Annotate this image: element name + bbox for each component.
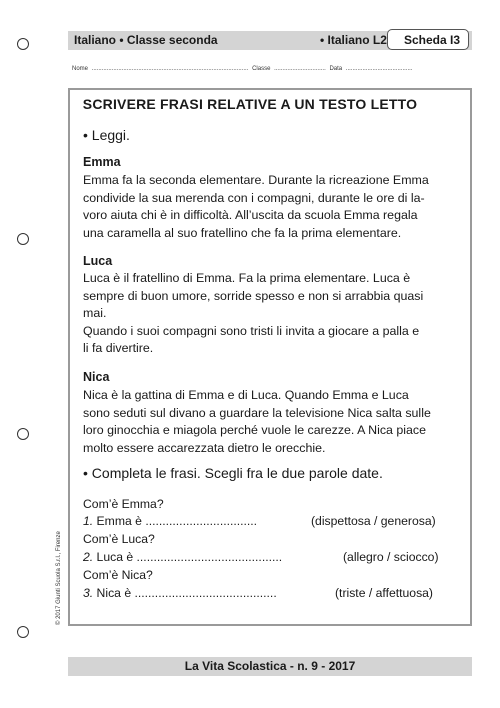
answer-stem: Luca è ........................................... [93,550,283,564]
text-line: loro ginocchia e miagola perché vuole le carezze. A Nica piace [83,423,427,437]
binder-hole [17,38,29,50]
answer-stem: Emma è ................................. [93,514,258,528]
page-title: SCRIVERE FRASI RELATIVE A UN TESTO LETTO [82,96,418,112]
text-line: mai. [83,306,107,320]
paragraph-emma [83,172,458,242]
choices-2: (allegro / sciocco) [343,550,439,564]
question-luca: Com’è Luca? [83,532,155,546]
text-line: Luca è il fratellino di Emma. Fa la prima elementare. Luca è [83,271,411,285]
date-field[interactable]: ........................................ [345,66,413,72]
text-line: Quando i suoi compagni sono tristi li invita a giocare a palla e [83,323,420,338]
binder-hole [17,626,29,638]
choices-3: (triste / affettuosa) [335,586,433,600]
text-line: sempre di buon umore, sorride spesso e non si arrabbia quasi [83,288,424,303]
answer-line-3[interactable] [83,586,277,600]
name-label: Nome [72,66,89,72]
text-line: una caramella al suo fratellino che fa la prima elementare. [83,225,402,240]
answer-stem: Nica è .......................................... [93,586,277,600]
name-class-date-line [72,66,472,72]
sheet-tab [387,29,469,50]
text-line: Emma fa la seconda elementare. Durante la ricreazione Emma [83,173,429,187]
instruction-complete: • Completa le frasi. Scegli fra le due parole date. [83,465,383,481]
text-line: Nica è la gattina di Emma e di Luca. Quando Emma e Luca [83,388,409,402]
footer-bar: La Vita Scolastica - n. 9 - 2017 [68,657,472,676]
answer-line-2[interactable] [83,550,282,564]
item-number: 3. [83,586,94,600]
section-heading-nica: Nica [83,370,110,384]
binder-hole [17,428,29,440]
date-label: Data [329,66,343,72]
text-line: voro aiuta chi è in difficoltà. All’uscita da scuola Emma regala [83,208,418,222]
text-line: molto essere accarezzata dietro le orecchie. [83,440,326,455]
binder-hole [17,233,29,245]
text-line: condivide la sua merenda con i compagni, durante le ore di la- [83,190,425,205]
paragraph-nica [83,387,458,457]
text-line: sono seduti sul divano a guardare la televisione Nica salta sulle [83,405,431,420]
level-label: • Italiano L2 [320,33,387,47]
answer-line-1[interactable] [83,514,257,528]
question-nica: Com’è Nica? [83,568,153,582]
copyright-notice: © 2017 Giunti Scuola S.r.l., Firenze [56,531,62,625]
name-field[interactable]: .............................................................................................. [91,66,249,72]
sheet-label: Scheda I3 [404,33,461,47]
section-heading-emma: Emma [83,155,121,169]
class-field[interactable]: ............................... [274,66,326,72]
instruction-read: • Leggi. [83,127,130,143]
subject-label: Italiano • Classe seconda [74,33,218,47]
question-emma: Com’è Emma? [83,497,164,511]
text-line: li fa divertire. [83,341,154,355]
item-number: 2. [83,550,94,564]
section-heading-luca: Luca [83,254,113,268]
choices-1: (dispettosa / generosa) [311,514,436,528]
class-label: Classe [252,66,271,72]
paragraph-luca [83,270,458,358]
item-number: 1. [83,514,94,528]
header-bar [68,31,472,50]
